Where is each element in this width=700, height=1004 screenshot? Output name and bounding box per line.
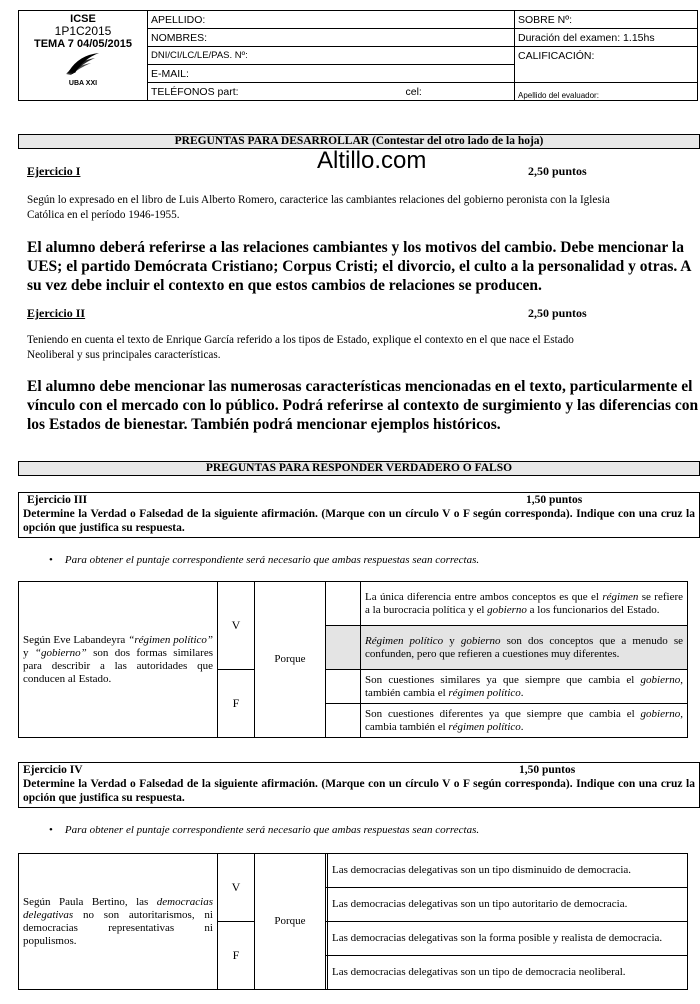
ej3-option-2: Régimen político y gobierno son dos conceptos que a menudo se confunden, pero que refieren a cuestiones muy diferentes.	[361, 626, 688, 670]
sobre-field[interactable]: SOBRE Nº:	[515, 11, 698, 29]
section-desarrollar: PREGUNTAS PARA DESARROLLAR (Contestar del otro lado de la hoja)	[18, 134, 700, 149]
ej1-answer-line1: El alumno deberá referirse a las relaciones cambiantes y los motivos del cambio. Debe mencionar la	[27, 239, 684, 256]
ej3-check-1[interactable]	[326, 582, 361, 626]
cel-label: cel:	[405, 85, 422, 98]
dni-field[interactable]: DNI/CI/LC/LE/PAS. Nº:	[148, 47, 515, 65]
bullet-icon: •	[49, 824, 53, 836]
ej3-points: 1,50 puntos	[526, 494, 583, 506]
ej4-v-option[interactable]: V	[218, 854, 255, 922]
ej4-title: Ejercicio IV	[23, 764, 83, 776]
ej3-table	[18, 581, 688, 738]
ej4-header-box	[18, 762, 700, 808]
ej3-check-4[interactable]	[326, 704, 361, 738]
apellido-field[interactable]: APELLIDO:	[148, 11, 515, 29]
ej1-question-line2: Católica en el período 1946-1955.	[27, 209, 180, 221]
ej3-statement: Según Eve Labandeyra “régimen político” y “gobierno” son dos formas similares para describir a las autoridades que conducen al Estado.	[19, 582, 218, 738]
section-vf: PREGUNTAS PARA RESPONDER VERDADERO O FALSO	[18, 461, 700, 476]
ej3-v-option[interactable]: V	[218, 582, 255, 670]
ej4-f-option[interactable]: F	[218, 922, 255, 990]
ej2-question-line2: Neoliberal y sus principales características.	[27, 349, 221, 361]
ej3-option-1: La única diferencia entre ambos conceptos es que el régimen se refiere a la burocracia política y el gobierno a los funcionarios del Estado.	[361, 582, 688, 626]
ej1-answer-line2: UES; el partido Demócrata Cristiano; Corpus Cristi; el divorcio, el culto a la personalidad y otras. A	[27, 258, 692, 275]
ej4-option-1: Las democracias delegativas son un tipo disminuido de democracia.	[328, 854, 688, 888]
email-field[interactable]: E-MAIL:	[148, 65, 515, 83]
nombres-field[interactable]: NOMBRES:	[148, 29, 515, 47]
ej4-option-3: Las democracias delegativas son la forma posible y realista de democracia.	[328, 922, 688, 956]
ej1-title: Ejercicio I	[27, 164, 81, 178]
ej4-statement: Según Paula Bertino, las democracias delegativas no son autoritarismos, ni democracias representativas ni populismos.	[19, 854, 218, 990]
ej2-answer-line3: los Estados de bienestar. También podrá mencionar ejemplos históricos.	[27, 416, 501, 433]
ej3-option-3: Son cuestiones similares ya que siempre que cambia el gobierno, también cambia el régimen político.	[361, 670, 688, 704]
telefonos-label: TELÉFONOS part:	[151, 85, 239, 98]
ej2-question-line1: Teniendo en cuenta el texto de Enrique García referido a los tipos de Estado, explique el contexto en el que nace el Estado	[27, 334, 574, 346]
ej4-points: 1,50 puntos	[519, 764, 576, 776]
calificacion-field[interactable]: CALIFICACIÓN:	[515, 47, 698, 83]
ej2-answer-line2: vínculo con el mercado con lo público. Podrá referirse al contexto de surgimiento y las diferencias con	[27, 397, 699, 414]
logo-line3: TEMA 7 04/05/2015	[33, 38, 133, 50]
header-table	[18, 10, 698, 101]
ej3-porque: Porque	[255, 582, 326, 738]
ej4-option-2: Las democracias delegativas son un tipo autoritario de democracia.	[328, 888, 688, 922]
logo-text: UBA XXI	[68, 80, 98, 87]
watermark: Altillo.com	[317, 147, 427, 174]
ej3-title: Ejercicio III	[27, 494, 88, 506]
ej3-note-text: Para obtener el puntaje correspondiente será necesario que ambas respuestas sean correctas.	[64, 554, 480, 566]
ej3-option-4: Son cuestiones diferentes ya que siempre que cambia el gobierno, cambia también el régimen político.	[361, 704, 688, 738]
ej3-f-option[interactable]: F	[218, 670, 255, 738]
ej3-check-2[interactable]	[326, 626, 361, 670]
evaluador-field[interactable]: Apellido del evaluador:	[515, 83, 698, 101]
ej1-answer-line3: su vez debe incluir el contexto en que estos cambios de relaciones se producen.	[27, 277, 542, 294]
ej2-answer-line1: El alumno debe mencionar las numerosas características mencionadas en el texto, particularmente el	[27, 378, 693, 395]
ej1-question-line1: Según lo expresado en el libro de Luis Alberto Romero, caracterice las cambiantes relaciones del gobierno peronista con la Iglesia	[27, 194, 610, 206]
ej4-instructions: Determine la Verdad o Falsedad de la siguiente afirmación. (Marque con un círculo V o F según corresponda). Indique con una cruz la opción que justifica su respuesta.	[23, 778, 695, 804]
bullet-icon: •	[49, 554, 53, 566]
ej4-table	[18, 853, 688, 990]
ej4-porque: Porque	[255, 854, 326, 990]
ej1-points: 2,50 puntos	[528, 164, 587, 178]
ej2-title: Ejercicio II	[27, 306, 86, 320]
duracion-label: Duración del examen: 1.15hs	[515, 29, 698, 47]
ej4-note	[49, 824, 479, 836]
ej4-option-4: Las democracias delegativas son un tipo de democracia neoliberal.	[328, 956, 688, 990]
ej4-note-text: Para obtener el puntaje correspondiente será necesario que ambas respuestas sean correctas.	[64, 824, 480, 836]
telefonos-field[interactable]	[148, 83, 515, 101]
ej3-instructions: Determine la Verdad o Falsedad de la siguiente afirmación. (Marque con un círculo V o F según corresponda). Indique con una cruz la opción que justifica su respuesta.	[23, 508, 695, 534]
logo-block	[19, 11, 148, 101]
logo-line2: 1P1C2015	[54, 24, 112, 38]
ej3-header-box	[18, 492, 700, 538]
ej2-points: 2,50 puntos	[528, 306, 587, 320]
uba-logo-icon	[65, 51, 101, 75]
ej3-check-3[interactable]	[326, 670, 361, 704]
ej3-note	[49, 554, 479, 566]
logo-line1: ICSE	[70, 13, 96, 25]
